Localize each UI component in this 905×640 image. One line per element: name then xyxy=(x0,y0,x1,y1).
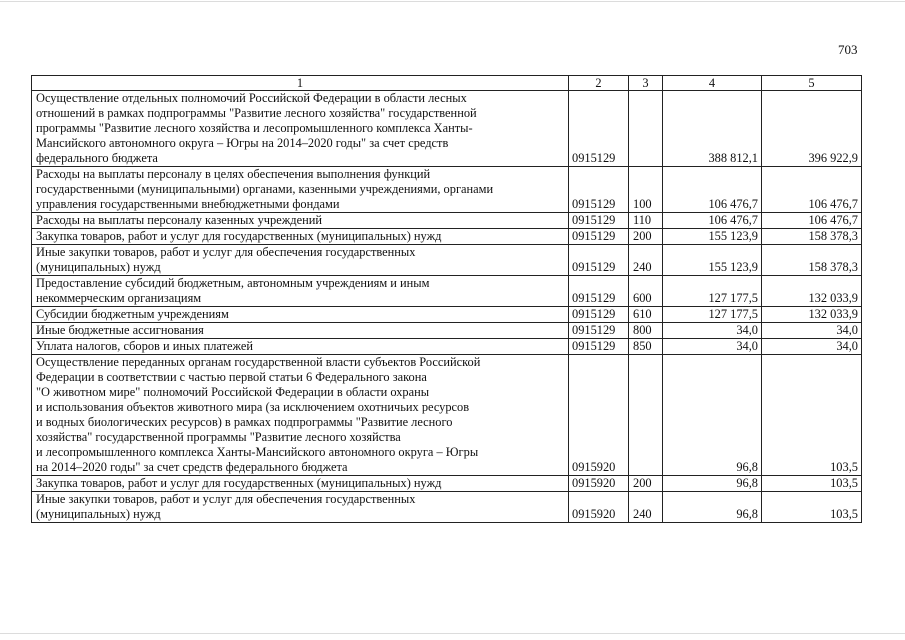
row-description xyxy=(32,91,569,167)
description-line: хозяйства" государственной программы "Развитие лесного хозяйства xyxy=(36,430,401,444)
table-header-row xyxy=(32,76,862,91)
row-value-col4: 106 476,7 xyxy=(663,167,762,213)
scan-bottom-edge xyxy=(0,633,905,634)
row-code: 0915129 xyxy=(569,307,629,323)
row-subcode: 200 xyxy=(629,476,663,492)
description-line: Закупка товаров, работ и услуг для государственных (муниципальных) нужд xyxy=(36,476,442,490)
row-code: 0915129 xyxy=(569,276,629,307)
row-code: 0915920 xyxy=(569,492,629,523)
row-description xyxy=(32,276,569,307)
row-description xyxy=(32,339,569,355)
description-line: Субсидии бюджетным учреждениям xyxy=(36,307,229,321)
row-code: 0915920 xyxy=(569,355,629,476)
row-subcode: 600 xyxy=(629,276,663,307)
row-value-col4: 127 177,5 xyxy=(663,276,762,307)
table-row xyxy=(32,339,862,355)
header-col-2: 2 xyxy=(569,76,629,91)
header-col-4: 4 xyxy=(663,76,762,91)
row-value-col4: 96,8 xyxy=(663,355,762,476)
description-line: и использования объектов животного мира (за исключением охотничьих ресурсов xyxy=(36,400,470,414)
row-value-col4: 34,0 xyxy=(663,339,762,355)
description-line: Иные закупки товаров, работ и услуг для обеспечения государственных xyxy=(36,492,416,506)
row-value-col5: 103,5 xyxy=(762,355,862,476)
row-subcode: 200 xyxy=(629,229,663,245)
row-code: 0915129 xyxy=(569,167,629,213)
description-line: "О животном мире" полномочий Российской Федерации в области охраны xyxy=(36,385,430,399)
row-value-col4: 388 812,1 xyxy=(663,91,762,167)
table-row xyxy=(32,167,862,213)
description-line: Расходы на выплаты персоналу казенных учреждений xyxy=(36,213,322,227)
table-row xyxy=(32,213,862,229)
row-code: 0915129 xyxy=(569,213,629,229)
header-col-3: 3 xyxy=(629,76,663,91)
row-description xyxy=(32,245,569,276)
row-description xyxy=(32,307,569,323)
description-line: и лесопромышленного комплекса Ханты-Мансийского автономного округа – Югры xyxy=(36,445,479,459)
description-line: Уплата налогов, сборов и иных платежей xyxy=(36,339,254,353)
description-line: федерального бюджета xyxy=(36,151,158,165)
description-line: Мансийского автономного округа – Югры на 2014–2020 годы" за счет средств xyxy=(36,136,449,150)
row-value-col5: 158 378,3 xyxy=(762,229,862,245)
row-value-col4: 96,8 xyxy=(663,476,762,492)
row-description xyxy=(32,355,569,476)
table-row xyxy=(32,323,862,339)
row-subcode: 100 xyxy=(629,167,663,213)
row-subcode: 610 xyxy=(629,307,663,323)
row-subcode: 110 xyxy=(629,213,663,229)
row-value-col5: 103,5 xyxy=(762,492,862,523)
row-value-col4: 155 123,9 xyxy=(663,229,762,245)
row-value-col5: 103,5 xyxy=(762,476,862,492)
table-row xyxy=(32,307,862,323)
row-value-col5: 158 378,3 xyxy=(762,245,862,276)
row-value-col4: 106 476,7 xyxy=(663,213,762,229)
header-col-5: 5 xyxy=(762,76,862,91)
description-line: (муниципальных) нужд xyxy=(36,507,161,521)
row-code: 0915129 xyxy=(569,323,629,339)
row-value-col5: 106 476,7 xyxy=(762,213,862,229)
row-description xyxy=(32,492,569,523)
row-value-col5: 106 476,7 xyxy=(762,167,862,213)
table-row xyxy=(32,476,862,492)
row-description xyxy=(32,167,569,213)
row-value-col5: 34,0 xyxy=(762,339,862,355)
row-subcode xyxy=(629,91,663,167)
row-value-col5: 132 033,9 xyxy=(762,307,862,323)
row-description xyxy=(32,476,569,492)
description-line: Федерации в соответствии с частью первой статьи 6 Федерального закона xyxy=(36,370,427,384)
row-description xyxy=(32,323,569,339)
row-subcode: 240 xyxy=(629,492,663,523)
description-line: программы "Развитие лесного хозяйства и лесопромышленного комплекса Ханты- xyxy=(36,121,473,135)
row-code: 0915129 xyxy=(569,245,629,276)
description-line: Осуществление отдельных полномочий Российской Федерации в области лесных xyxy=(36,91,467,105)
row-code: 0915920 xyxy=(569,476,629,492)
row-subcode: 850 xyxy=(629,339,663,355)
table-row xyxy=(32,245,862,276)
description-line: и водных биологических ресурсов) в рамках подпрограммы "Развитие лесного xyxy=(36,415,453,429)
row-value-col4: 96,8 xyxy=(663,492,762,523)
row-subcode xyxy=(629,355,663,476)
header-col-1: 1 xyxy=(32,76,569,91)
table-row xyxy=(32,229,862,245)
row-subcode: 240 xyxy=(629,245,663,276)
scan-top-edge xyxy=(0,1,905,2)
row-description xyxy=(32,213,569,229)
table-row xyxy=(32,91,862,167)
row-description xyxy=(32,229,569,245)
row-value-col4: 155 123,9 xyxy=(663,245,762,276)
row-code: 0915129 xyxy=(569,229,629,245)
page-number: 703 xyxy=(838,42,858,57)
description-line: отношений в рамках подпрограммы "Развитие лесного хозяйства" государственной xyxy=(36,106,477,120)
description-line: Закупка товаров, работ и услуг для государственных (муниципальных) нужд xyxy=(36,229,442,243)
description-line: Иные бюджетные ассигнования xyxy=(36,323,204,337)
description-line: Предоставление субсидий бюджетным, автономным учреждениям и иным xyxy=(36,276,430,290)
row-subcode: 800 xyxy=(629,323,663,339)
row-value-col4: 127 177,5 xyxy=(663,307,762,323)
description-line: Расходы на выплаты персоналу в целях обеспечения выполнения функций xyxy=(36,167,431,181)
budget-table xyxy=(31,75,862,523)
description-line: управления государственными внебюджетными фондами xyxy=(36,197,340,211)
row-value-col5: 132 033,9 xyxy=(762,276,862,307)
table-row xyxy=(32,355,862,476)
description-line: Иные закупки товаров, работ и услуг для обеспечения государственных xyxy=(36,245,416,259)
row-code: 0915129 xyxy=(569,91,629,167)
row-value-col5: 396 922,9 xyxy=(762,91,862,167)
description-line: некоммерческим организациям xyxy=(36,291,202,305)
description-line: государственными (муниципальными) органами, казенными учреждениями, органами xyxy=(36,182,494,196)
row-value-col4: 34,0 xyxy=(663,323,762,339)
description-line: на 2014–2020 годы" за счет средств федерального бюджета xyxy=(36,460,348,474)
row-code: 0915129 xyxy=(569,339,629,355)
row-value-col5: 34,0 xyxy=(762,323,862,339)
description-line: (муниципальных) нужд xyxy=(36,260,161,274)
table-row xyxy=(32,276,862,307)
description-line: Осуществление переданных органам государственной власти субъектов Российской xyxy=(36,355,481,369)
table-row xyxy=(32,492,862,523)
